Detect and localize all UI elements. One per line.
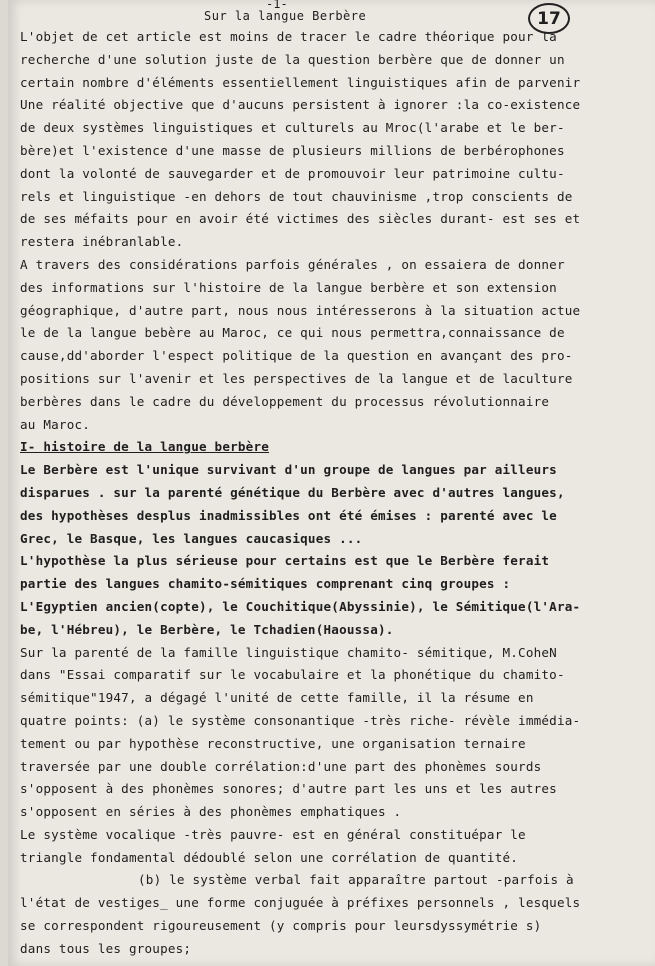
text-line: bère)et l'existence d'une masse de plusieurs millions de berbérophones	[20, 142, 565, 158]
text-line: au Maroc.	[20, 416, 91, 432]
text-line: be, l'Hébreu), le Berbère, le Tchadien(Haoussa).	[20, 621, 394, 637]
text-line: de deux systèmes linguistiques et culturels au Mroc(l'arabe et le ber-	[20, 120, 565, 136]
text-line: L'hypothèse la plus sérieuse pour certains est que le Berbère ferait	[20, 553, 550, 569]
text-line: Le Berbère est l'unique survivant d'un groupe de langues par ailleurs	[20, 462, 557, 478]
text-line: L'objet de cet article est moins de tracer le cadre théorique pour la	[20, 29, 557, 44]
text-line: Une réalité objective que d'aucuns persistent à ignorer :la co-existence	[20, 97, 581, 113]
text-line: dans "Essai comparatif sur le vocabulaire et la phonétique du chamito-	[20, 667, 565, 683]
text-line: cause,dd'aborder l'espect politique de la question en avançant des pro-	[20, 348, 573, 364]
text-line: Sur la parenté de la famille linguistique chamito- sémitique, M.CoheN	[20, 644, 557, 660]
text-line: s'opposent en séries à des phonèmes emphatiques .	[20, 804, 402, 820]
text-line: tement ou par hypothèse reconstructive, une organisation ternaire	[20, 735, 526, 751]
text-line: le de la langue bebère au Maroc, ce qui nous permettra,connaissance de	[20, 325, 565, 341]
text-line: positions sur l'avenir et les perspectives de la langue et de laculture	[20, 370, 573, 386]
text-line: des hypothèses desplus inadmissibles ont été émises : parenté avec le	[20, 507, 557, 523]
text-line: disparues . sur la parenté génétique du Berbère avec d'autres langues,	[20, 484, 565, 500]
page-title: Sur la langue Berbère	[204, 9, 367, 23]
text-line: certain nombre d'éléments essentiellement linguistiques afin de parvenir	[20, 74, 581, 90]
page-number: -1-	[266, 0, 288, 11]
text-line: géographique, d'autre part, nous nous intéresserons à la situation actue	[20, 302, 581, 318]
text-line: sémitique"1947, a dégagé l'unité de cette famille, il la résume en	[20, 690, 534, 706]
text-line: traversée par une double corrélation:d'une part des phonèmes sourds	[20, 758, 542, 774]
text-line: s'opposent à des phonèmes sonores; d'autre part les uns et les autres	[20, 781, 557, 797]
text-line: des informations sur l'histoire de la langue berbère et son extension	[20, 279, 557, 295]
text-line: rels et linguistique -en dehors de tout chauvinisme ,trop conscients de	[20, 188, 573, 204]
text-line: dont la volonté de sauvegarder et de promouvoir leur patrimoine cultu-	[20, 165, 565, 181]
text-line: Le système vocalique -très pauvre- est en général constituépar le	[20, 826, 526, 842]
text-line: partie des langues chamito-sémitiques comprenant cinq groupes :	[20, 576, 511, 592]
text-line: Grec, le Basque, les langues caucasiques ...	[20, 530, 363, 546]
text-line: L'Egyptien ancien(copte), le Couchitique(Abyssinie), le Sémitique(l'Ara-	[20, 598, 581, 614]
text-line: quatre points: (a) le système consonantique -très riche- révèle immédia-	[20, 712, 581, 728]
text-line: triangle fondamental dédoublé selon une corrélation de quantité.	[20, 849, 519, 865]
text-line: A travers des considérations parfois générales , on essaiera de donner	[20, 256, 565, 272]
text-line: berbères dans le cadre du développement du processus révolutionnaire	[20, 393, 550, 409]
circled-page-mark: 17	[528, 3, 570, 34]
document-body	[20, 26, 648, 961]
text-line: se correspondent rigoureusement (y compris pour leursdyssymétrie s)	[20, 918, 542, 934]
text-line: (b) le système verbal fait apparaître partout -parfois à	[138, 872, 574, 888]
text-line: recherche d'une solution juste de la question berbère que de donner un	[20, 51, 565, 67]
text-line: dans tous les groupes;	[20, 940, 192, 956]
section-heading: I- histoire de la langue berbère	[20, 439, 270, 455]
text-line: de ses méfaits pour en avoir été victimes des siècles durant- est ses et	[20, 211, 581, 227]
document-page	[8, 0, 655, 966]
text-line: l'état de vestiges_ une forme conjuguée à préfixes personnels , lesquels	[20, 895, 581, 911]
text-line: restera inébranlable.	[20, 234, 184, 250]
